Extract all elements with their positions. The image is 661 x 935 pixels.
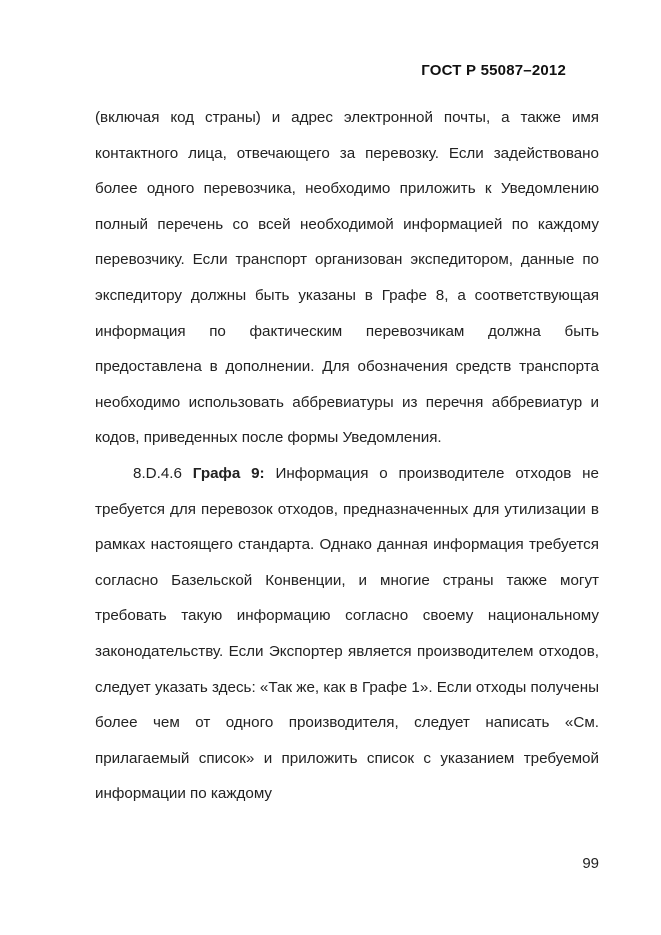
standard-header: ГОСТ Р 55087–2012 bbox=[421, 62, 566, 79]
paragraph-section-8d46 bbox=[95, 456, 599, 812]
graph-label: Графа 9: bbox=[192, 464, 265, 482]
section-text: Информация о производителе отходов не требуется для перевозок отходов, предназначенных для утилизации в рамках настоящего стандарта. Однако данная информация требуется согласно Базельской Конвенции, и многие страны также могут требовать такую информацию согласно своему национальному законодательству. Если Экспортер является производителем отходов, следует указать здесь: «Так же, как в Графе 1». Если отходы получены более чем от одного производителя, следует написать «См. прилагаемый список» и приложить список с указанием требуемой информации по каждому bbox=[95, 464, 599, 803]
paragraph-continuation: (включая код страны) и адрес электронной почты, а также имя контактного лица, отвечающего за перевозку. Если задействовано более одного перевозчика, необходимо приложить к Уведомлению полный перечень со всей необходимой информацией по каждому перевозчику. Если транспорт организован экспедитором, данные по экспедитору должны быть указаны в Графе 8, а соответствующая информация по фактическим перевозчикам должна быть предоставлена в дополнении. Для обозначения средств транспорта необходимо использовать аббревиатуры из перечня аббревиатур и кодов, приведенных после формы Уведомления. bbox=[95, 109, 599, 447]
section-number: 8.D.4.6 bbox=[133, 464, 182, 482]
page-number: 99 bbox=[582, 855, 599, 872]
body-text bbox=[95, 100, 599, 812]
